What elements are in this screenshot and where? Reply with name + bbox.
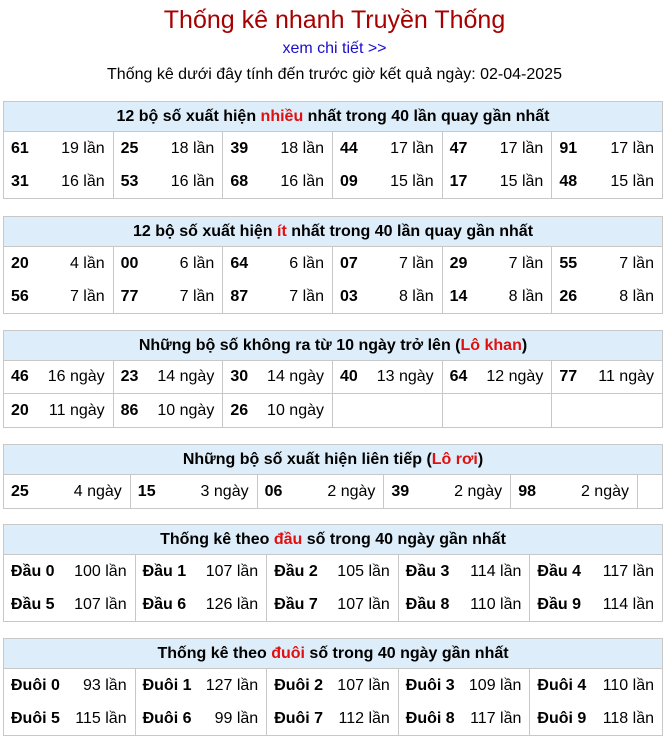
stat-cell: Đuôi 7 112 lần bbox=[267, 702, 399, 735]
stat-cell: Đầu 3 114 lần bbox=[399, 555, 531, 588]
stat-cell: Đuôi 9 118 lần bbox=[537, 709, 654, 727]
stat-cell: 56 7 lần bbox=[4, 280, 114, 313]
stat-cell: 14 8 lần bbox=[443, 280, 553, 313]
stat-cell: 20 11 ngày bbox=[4, 394, 114, 427]
stat-cell: 55 7 lần bbox=[559, 254, 654, 272]
stat-cell: Đầu 5 107 lần bbox=[4, 588, 136, 621]
section-lo-roi bbox=[3, 444, 663, 509]
section-heading: Những bộ số xuất hiện liên tiếp (Lô rơi) bbox=[4, 445, 662, 475]
stat-cell: 47 17 lần bbox=[443, 132, 553, 165]
stat-cell: Đuôi 4 110 lần bbox=[537, 676, 654, 694]
number-grid bbox=[4, 361, 662, 427]
empty-cell bbox=[552, 394, 662, 427]
stat-cell: Đuôi 3 109 lần bbox=[399, 669, 531, 702]
stat-cell: Đuôi 1 127 lần bbox=[136, 669, 268, 702]
page-title: Thống kê nhanh Truyền Thống bbox=[163, 6, 506, 34]
stat-cell: 20 4 lần bbox=[4, 247, 114, 280]
stat-cell: 68 16 lần bbox=[223, 165, 333, 198]
stat-cell: 03 8 lần bbox=[333, 280, 443, 313]
stat-cell: 44 17 lần bbox=[333, 132, 443, 165]
stat-cell: Đuôi 6 99 lần bbox=[136, 702, 268, 735]
section-heading: Thống kê theo đuôi số trong 40 ngày gần nhất bbox=[4, 639, 662, 669]
stat-cell: 87 7 lần bbox=[223, 280, 333, 313]
section-heading: 12 bộ số xuất hiện ít nhất trong 40 lần quay gần nhất bbox=[4, 217, 662, 247]
stat-cell: 25 4 ngày bbox=[4, 475, 131, 508]
stat-cell: 06 2 ngày bbox=[258, 475, 385, 508]
stat-cell: 09 15 lần bbox=[333, 165, 443, 198]
page-header bbox=[0, 0, 669, 85]
stat-cell: 53 16 lần bbox=[114, 165, 224, 198]
section-heading: Thống kê theo đầu số trong 40 ngày gần nhất bbox=[4, 525, 662, 555]
stat-cell: 23 14 ngày bbox=[114, 361, 224, 394]
page-subtitle: Thống kê dưới đây tính đến trước giờ kết quả ngày: 02-04-2025 bbox=[107, 66, 562, 83]
stat-cell: 15 3 ngày bbox=[131, 475, 258, 508]
stat-cell: 77 7 lần bbox=[114, 280, 224, 313]
stat-cell: 61 19 lần bbox=[4, 132, 114, 165]
section-tail-digit-stats bbox=[3, 638, 663, 736]
stat-cell: Đầu 9 114 lần bbox=[537, 595, 654, 613]
section-lo-khan bbox=[3, 330, 663, 428]
view-details-link[interactable]: xem chi tiết >> bbox=[282, 40, 387, 57]
empty-cell bbox=[443, 394, 553, 427]
stat-cell: 64 6 lần bbox=[223, 247, 333, 280]
stat-cell: Đầu 1 107 lần bbox=[136, 555, 268, 588]
stat-cell: 29 7 lần bbox=[443, 247, 553, 280]
number-grid bbox=[4, 475, 662, 508]
number-grid bbox=[4, 132, 662, 198]
stat-cell: Đuôi 5 115 lần bbox=[4, 702, 136, 735]
stat-cell: Đầu 4 117 lần bbox=[537, 562, 654, 580]
stat-cell: 39 18 lần bbox=[223, 132, 333, 165]
stat-cell: 98 2 ngày bbox=[511, 475, 638, 508]
digit-grid bbox=[4, 669, 662, 735]
empty-cell bbox=[638, 475, 662, 508]
stat-cell: 30 14 ngày bbox=[223, 361, 333, 394]
stat-cell: 26 8 lần bbox=[559, 287, 654, 305]
section-heading: 12 bộ số xuất hiện nhiều nhất trong 40 lần quay gần nhất bbox=[4, 102, 662, 132]
stat-cell: 17 15 lần bbox=[443, 165, 553, 198]
stat-cell: Đuôi 2 107 lần bbox=[267, 669, 399, 702]
digit-grid bbox=[4, 555, 662, 621]
stat-cell: 40 13 ngày bbox=[333, 361, 443, 394]
stat-cell: 91 17 lần bbox=[559, 139, 654, 157]
stat-cell: Đầu 8 110 lần bbox=[399, 588, 531, 621]
stat-cell: 25 18 lần bbox=[114, 132, 224, 165]
empty-cell bbox=[333, 394, 443, 427]
stat-cell: 86 10 ngày bbox=[114, 394, 224, 427]
stat-cell: 00 6 lần bbox=[114, 247, 224, 280]
section-heading: Những bộ số không ra từ 10 ngày trở lên (Lô khan) bbox=[4, 331, 662, 361]
stat-cell: 46 16 ngày bbox=[4, 361, 114, 394]
number-grid bbox=[4, 247, 662, 313]
stat-cell: 07 7 lần bbox=[333, 247, 443, 280]
stat-cell: 77 11 ngày bbox=[552, 361, 662, 394]
section-head-digit-stats bbox=[3, 524, 663, 622]
stat-cell: Đầu 7 107 lần bbox=[267, 588, 399, 621]
section-least-frequent bbox=[3, 216, 663, 314]
stat-cell: 31 16 lần bbox=[4, 165, 114, 198]
stat-cell: Đuôi 8 117 lần bbox=[399, 702, 531, 735]
stat-cell: Đầu 6 126 lần bbox=[136, 588, 268, 621]
stat-cell: 48 15 lần bbox=[559, 172, 654, 190]
stat-cell: 26 10 ngày bbox=[223, 394, 333, 427]
stat-cell: Đuôi 0 93 lần bbox=[4, 669, 136, 702]
stat-cell: Đầu 0 100 lần bbox=[4, 555, 136, 588]
section-most-frequent bbox=[3, 101, 663, 199]
stat-cell: Đầu 2 105 lần bbox=[267, 555, 399, 588]
stat-cell: 64 12 ngày bbox=[443, 361, 553, 394]
stat-cell: 39 2 ngày bbox=[384, 475, 511, 508]
